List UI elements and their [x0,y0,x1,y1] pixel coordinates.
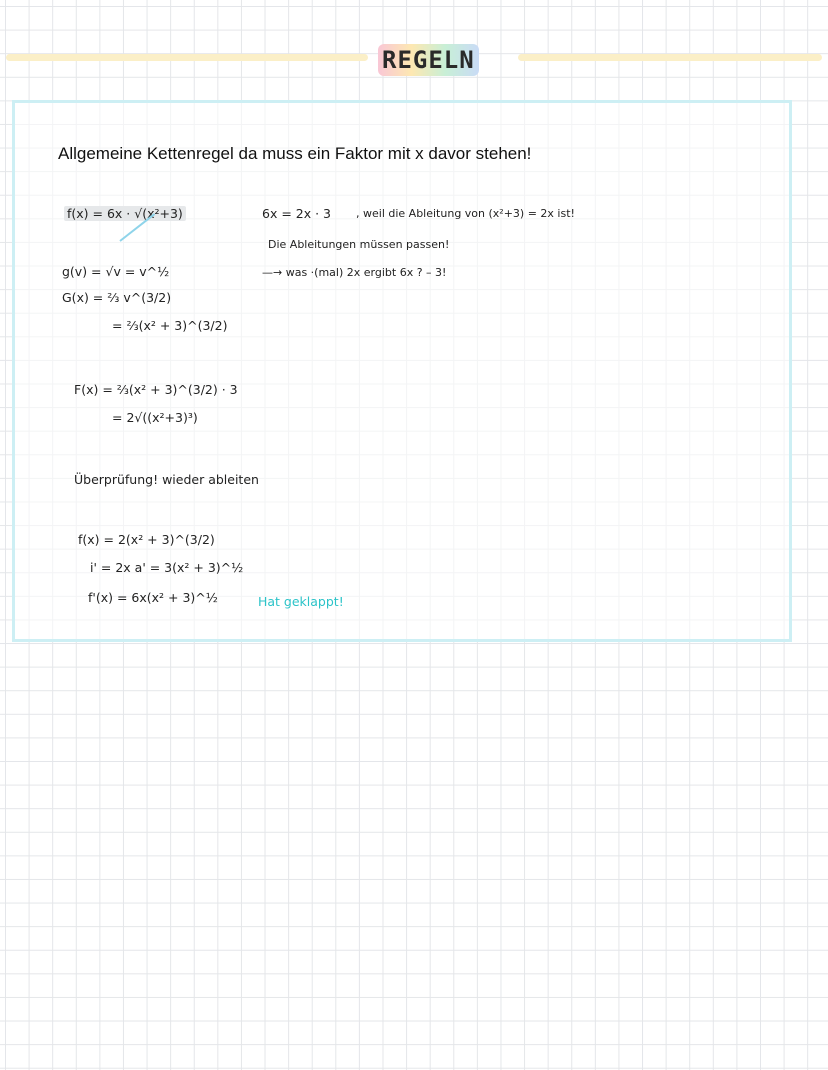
highlight-bar-left [6,54,368,61]
highlight-bar-right [518,54,822,61]
check-result: Hat geklappt! [258,594,344,609]
factor-note: 6x = 2x · 3 [262,206,331,221]
check-line-1: f(x) = 2(x² + 3)^(3/2) [78,532,215,547]
check-line-3: f'(x) = 6x(x² + 3)^½ [88,590,218,605]
outer-function: g(v) = √v = v^½ [62,264,170,279]
function-definition-text: f(x) = 6x · √(x²+3) [64,206,186,221]
antiderivative-F-simplified: = 2√((x²+3)³) [112,410,198,425]
check-line-2: i' = 2x a' = 3(x² + 3)^½ [90,560,244,575]
function-definition [64,206,186,221]
page-title: REGELN [378,44,479,76]
antiderivative-outer: G(x) = ⅔ v^(3/2) [62,290,172,305]
multiplier-note: —→ was ·(mal) 2x ergibt 6x ? – 3! [262,266,447,279]
derivatives-must-match: Die Ableitungen müssen passen! [268,238,450,251]
section-heading: Allgemeine Kettenregel da muss ein Faktor mit x davor stehen! [58,144,532,163]
derivative-note: , weil die Ableitung von (x²+3) = 2x ist! [356,207,575,220]
check-heading: Überprüfung! wieder ableiten [74,472,259,487]
antiderivative-substituted: = ⅔(x² + 3)^(3/2) [112,318,228,333]
antiderivative-F: F(x) = ⅔(x² + 3)^(3/2) · 3 [74,382,238,397]
